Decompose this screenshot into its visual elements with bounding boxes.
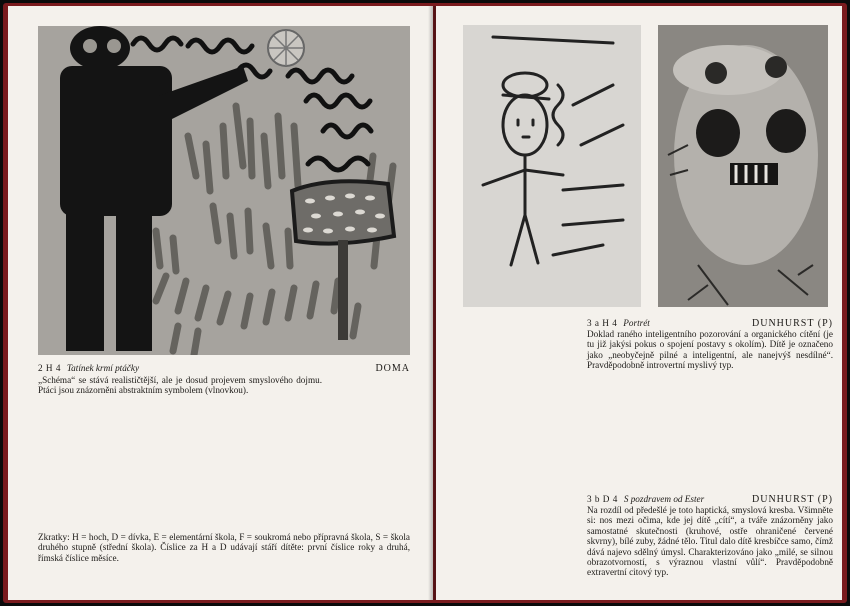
plate-title: S pozdravem od Ester xyxy=(623,494,705,504)
plate-3a-caption-heading xyxy=(587,318,833,329)
abbreviations-note: Zkratky: H = hoch, D = dívka, E = elementární škola, F = soukromá nebo přípravná škola, S = škola druhého stupně (střední škola). Číslice za H a D udávají stáří dítěte: první číslice roky a druhá, římská číslice měsíce. xyxy=(38,532,410,563)
right-page xyxy=(436,6,842,600)
plate-place: DUNHURST (P) xyxy=(752,318,833,329)
plate-title: Tatínek krmí ptáčky xyxy=(66,363,140,373)
plate-title: Portrét xyxy=(623,318,650,328)
plate-number: 3 a H 4 xyxy=(587,318,618,328)
plate-3b-caption-heading xyxy=(587,494,833,505)
plate-3b-caption-text: Na rozdíl od předešlé je toto haptická, smyslová kresba. Všimněte si: nos mezi očima, kde jej dítě „cítí“, a tváře znázorněny jako samostatné skutečnosti (kruhové, ostře ohraničené červené skvrny), bílé zuby, žádné tělo. Titul dalo dítě kresbíčce samo, čímž dává najevo sdělný úmysl. Charakterizováno jako „milé, se silnou obrazotvorností, s výraznou vlastní vůlí“. Pravděpodobně extravertní citový typ. xyxy=(587,505,833,578)
plate-number: 3 b D 4 xyxy=(587,494,618,504)
plate-2-caption-heading xyxy=(38,363,410,374)
plate-2-caption-text: „Schéma“ se stává realističtější, ale je dosud projevem smyslového dojmu. Ptáci jsou znázorněni abstraktním symbolem (vlnovkou). xyxy=(38,375,322,396)
plate-father-feeding-birds xyxy=(38,26,410,355)
plate-place: DUNHURST (P) xyxy=(752,494,833,505)
plate-number: 2 H 4 xyxy=(38,363,61,373)
plate-portrait xyxy=(463,25,641,307)
plate-place: DOMA xyxy=(375,363,410,374)
left-page xyxy=(8,6,433,600)
plate-3a-caption-text: Doklad raného inteligentního pozorování a organického cítění (je tu již jakýsi pokus o spojení postavy s okolím). Dítě je označeno jako „neobyčejně pilné a inteligentní, ale nanejvýš nesdílné“. Pravděpodobně introvertní myslivý typ. xyxy=(587,329,833,371)
plate-greetings-from-ester xyxy=(658,25,828,307)
